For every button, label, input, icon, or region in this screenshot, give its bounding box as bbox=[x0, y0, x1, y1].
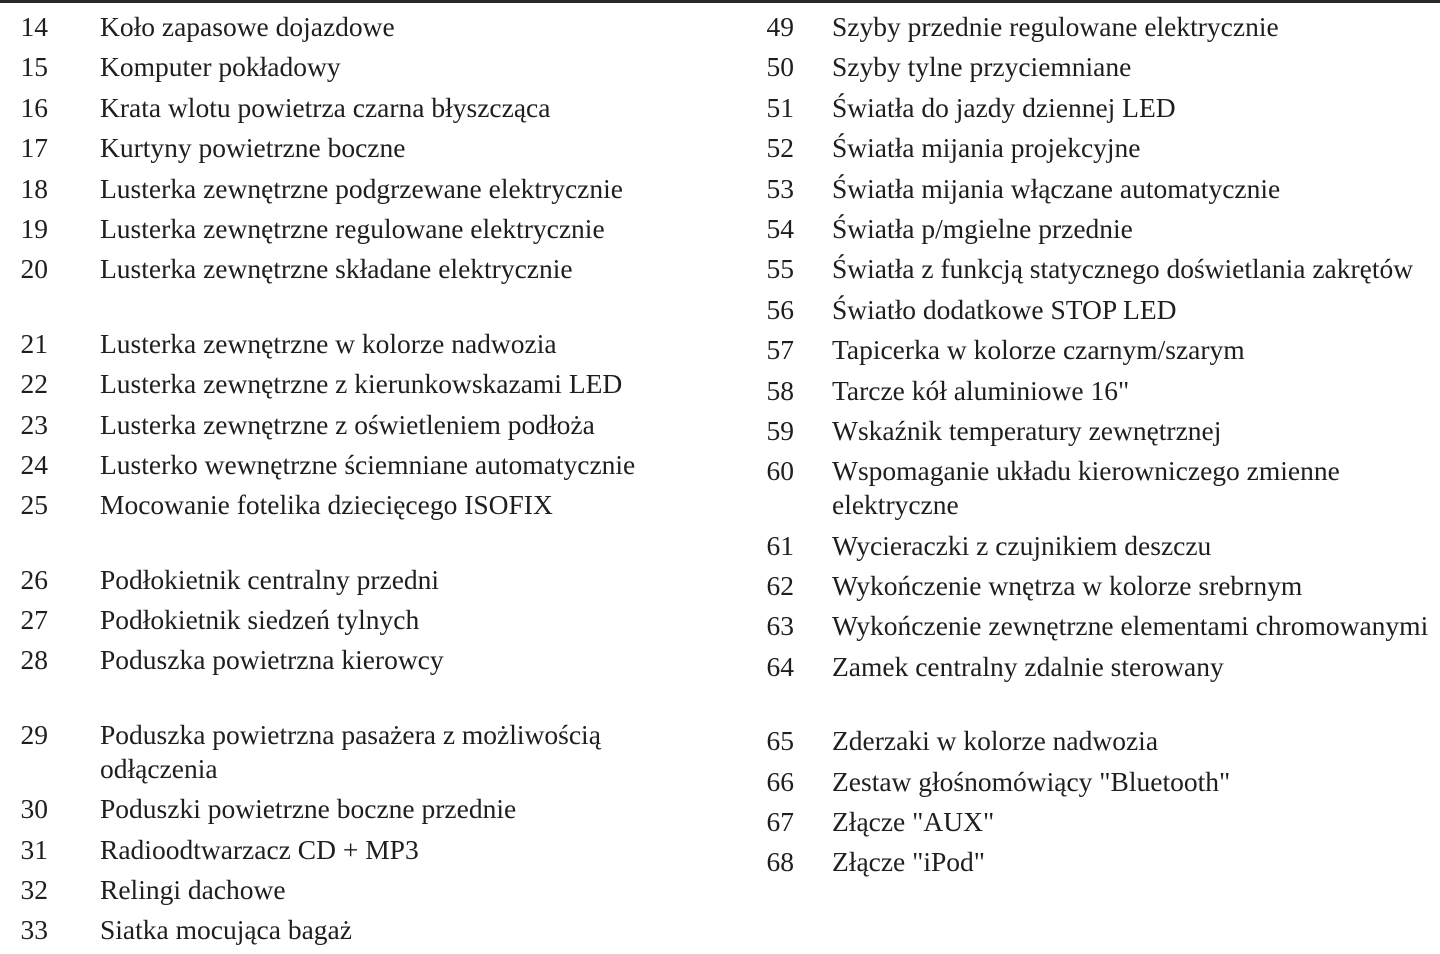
item-text: Poduszki powietrzne boczne przednie bbox=[100, 793, 517, 825]
item-text: Światła mijania włączane automatycznie bbox=[832, 172, 1281, 204]
item-number: 59 bbox=[766, 414, 794, 446]
item-number: 31 bbox=[20, 833, 48, 865]
list-item bbox=[0, 367, 700, 401]
item-text: Lusterko wewnętrzne ściemniane automatycznie bbox=[100, 448, 636, 480]
list-item bbox=[732, 10, 1432, 44]
list-item bbox=[0, 131, 700, 165]
list-item bbox=[732, 252, 1432, 286]
list-item bbox=[732, 569, 1432, 603]
list-item bbox=[0, 643, 700, 677]
item-number: 66 bbox=[766, 765, 794, 797]
item-number: 32 bbox=[20, 874, 48, 906]
top-rule bbox=[0, 0, 1440, 3]
item-text: Wykończenie zewnętrzne elementami chromowanymi bbox=[832, 610, 1429, 642]
item-text: Podłokietnik centralny przedni bbox=[100, 563, 440, 595]
item-number: 29 bbox=[20, 718, 48, 750]
item-number: 67 bbox=[766, 806, 794, 838]
list-item bbox=[0, 718, 700, 786]
item-text: Lusterka zewnętrzne w kolorze nadwozia bbox=[100, 327, 557, 359]
list-item bbox=[0, 873, 700, 907]
equipment-list-left bbox=[0, 10, 700, 954]
list-item bbox=[0, 488, 700, 522]
item-text: Tarcze kół aluminiowe 16" bbox=[832, 374, 1130, 406]
item-number: 30 bbox=[20, 793, 48, 825]
list-item bbox=[732, 805, 1432, 839]
list-item bbox=[732, 91, 1432, 125]
item-number: 62 bbox=[766, 570, 794, 602]
list-item bbox=[0, 563, 700, 597]
item-text: Wspomaganie układu kierowniczego zmienne elektryczne bbox=[832, 455, 1340, 521]
item-number: 49 bbox=[766, 11, 794, 42]
item-text: Koło zapasowe dojazdowe bbox=[100, 11, 395, 42]
item-number: 57 bbox=[766, 334, 794, 366]
item-number: 52 bbox=[766, 132, 794, 164]
item-text: Kurtyny powietrzne boczne bbox=[100, 132, 406, 164]
item-number: 26 bbox=[20, 563, 48, 595]
item-number: 58 bbox=[766, 374, 794, 406]
item-text: Lusterka zewnętrzne regulowane elektrycznie bbox=[100, 212, 605, 244]
item-text: Zderzaki w kolorze nadwozia bbox=[832, 725, 1159, 757]
item-text: Lusterka zewnętrzne z oświetleniem podłoża bbox=[100, 408, 595, 440]
item-text: Wycieraczki z czujnikiem deszczu bbox=[832, 529, 1212, 561]
item-text: Relingi dachowe bbox=[100, 874, 286, 906]
item-text: Lusterka zewnętrzne podgrzewane elektrycznie bbox=[100, 172, 623, 204]
item-text: Złącze "iPod" bbox=[832, 846, 986, 878]
item-text: Poduszka powietrzna kierowcy bbox=[100, 644, 444, 676]
list-item bbox=[732, 172, 1432, 206]
item-number: 18 bbox=[20, 172, 48, 204]
item-text: Szyby przednie regulowane elektrycznie bbox=[832, 11, 1279, 42]
list-item bbox=[0, 792, 700, 826]
item-text: Podłokietnik siedzeń tylnych bbox=[100, 604, 420, 636]
equipment-list-right bbox=[732, 10, 1432, 886]
list-item bbox=[732, 50, 1432, 84]
list-item bbox=[732, 333, 1432, 367]
item-number: 65 bbox=[766, 725, 794, 757]
item-text: Mocowanie fotelika dziecięcego ISOFIX bbox=[100, 489, 553, 521]
list-item bbox=[0, 327, 700, 361]
list-item bbox=[0, 172, 700, 206]
item-text: Światła do jazdy dziennej LED bbox=[832, 91, 1176, 123]
list-item bbox=[732, 414, 1432, 448]
list-item bbox=[732, 212, 1432, 246]
list-item bbox=[0, 50, 700, 84]
item-number: 16 bbox=[20, 91, 48, 123]
list-item bbox=[732, 765, 1432, 799]
item-text: Lusterka zewnętrzne składane elektrycznie bbox=[100, 253, 573, 285]
item-text: Siatka mocująca bagaż bbox=[100, 914, 352, 946]
item-number: 28 bbox=[20, 644, 48, 676]
item-number: 27 bbox=[20, 604, 48, 636]
item-number: 56 bbox=[766, 293, 794, 325]
item-number: 64 bbox=[766, 650, 794, 682]
item-text: Światła z funkcją statycznego doświetlania zakrętów bbox=[832, 253, 1414, 285]
list-item bbox=[0, 91, 700, 125]
item-number: 22 bbox=[20, 368, 48, 400]
list-item bbox=[0, 448, 700, 482]
item-text: Radioodtwarzacz CD + MP3 bbox=[100, 833, 419, 865]
item-number: 14 bbox=[20, 11, 48, 42]
item-number: 51 bbox=[766, 91, 794, 123]
list-item bbox=[0, 913, 700, 947]
list-item bbox=[732, 529, 1432, 563]
item-number: 19 bbox=[20, 212, 48, 244]
item-text: Komputer pokładowy bbox=[100, 51, 341, 83]
item-text: Światła p/mgielne przednie bbox=[832, 212, 1133, 244]
list-item bbox=[732, 454, 1432, 522]
item-text: Lusterka zewnętrzne z kierunkowskazami LED bbox=[100, 368, 623, 400]
item-number: 33 bbox=[20, 914, 48, 946]
item-text: Poduszka powietrzna pasażera z możliwością odłączenia bbox=[100, 718, 601, 784]
item-number: 20 bbox=[20, 253, 48, 285]
item-text: Tapicerka w kolorze czarnym/szarym bbox=[832, 334, 1245, 366]
item-number: 55 bbox=[766, 253, 794, 285]
list-item bbox=[732, 293, 1432, 327]
item-number: 24 bbox=[20, 448, 48, 480]
item-number: 54 bbox=[766, 212, 794, 244]
item-text: Światła mijania projekcyjne bbox=[832, 132, 1141, 164]
item-text: Wykończenie wnętrza w kolorze srebrnym bbox=[832, 570, 1303, 602]
list-item bbox=[0, 408, 700, 442]
item-number: 53 bbox=[766, 172, 794, 204]
item-text: Zamek centralny zdalnie sterowany bbox=[832, 650, 1224, 682]
list-item bbox=[732, 374, 1432, 408]
list-item bbox=[732, 650, 1432, 684]
list-item bbox=[0, 252, 700, 286]
item-text: Zestaw głośnomówiący "Bluetooth" bbox=[832, 765, 1231, 797]
item-number: 23 bbox=[20, 408, 48, 440]
item-text: Światło dodatkowe STOP LED bbox=[832, 293, 1177, 325]
list-item bbox=[732, 609, 1432, 643]
item-number: 25 bbox=[20, 489, 48, 521]
item-number: 17 bbox=[20, 132, 48, 164]
list-item bbox=[0, 10, 700, 44]
item-number: 50 bbox=[766, 51, 794, 83]
item-number: 61 bbox=[766, 529, 794, 561]
item-text: Wskaźnik temperatury zewnętrznej bbox=[832, 414, 1222, 446]
list-item bbox=[732, 845, 1432, 879]
item-number: 60 bbox=[766, 455, 794, 487]
item-number: 21 bbox=[20, 327, 48, 359]
item-number: 68 bbox=[766, 846, 794, 878]
item-text: Krata wlotu powietrza czarna błyszcząca bbox=[100, 91, 551, 123]
list-item bbox=[0, 212, 700, 246]
item-text: Szyby tylne przyciemniane bbox=[832, 51, 1132, 83]
item-text: Złącze "AUX" bbox=[832, 806, 995, 838]
list-item bbox=[732, 724, 1432, 758]
list-item bbox=[0, 833, 700, 867]
list-item bbox=[0, 603, 700, 637]
item-number: 63 bbox=[766, 610, 794, 642]
list-item bbox=[732, 131, 1432, 165]
item-number: 15 bbox=[20, 51, 48, 83]
